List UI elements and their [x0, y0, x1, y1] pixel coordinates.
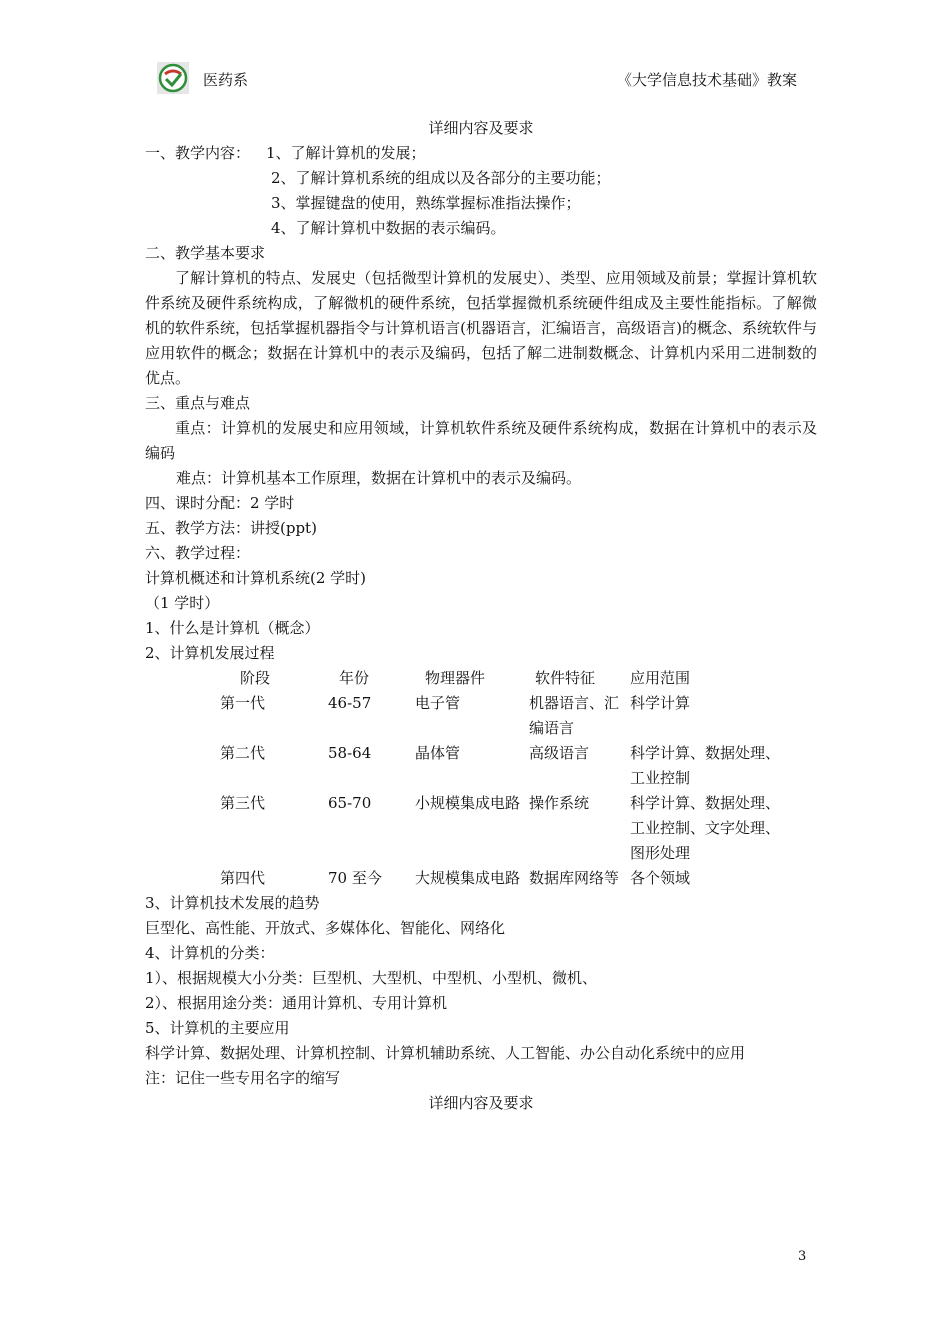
table-cell: 科学计算、数据处理、工业控制	[630, 744, 781, 787]
table-row	[220, 866, 790, 891]
section3-heading: 三、重点与难点	[145, 394, 251, 412]
table-cell: 操作系统	[529, 794, 590, 812]
table-cell: 科学计算、数据处理、工业控制、文字处理、图形处理	[630, 794, 781, 862]
table-cell: 各个领域	[630, 869, 691, 887]
table-header-cell: 物理器件	[425, 669, 486, 687]
table-cell: 大规模集成电路	[415, 869, 521, 887]
applications-text: 科学计算、数据处理、计算机控制、计算机辅助系统、人工智能、办公自动化系统中的应用	[145, 1044, 746, 1062]
key-points-text: 重点：计算机的发展史和应用领域，计算机软件系统及硬件系统构成，数据在计算机中的表示及编码	[145, 419, 817, 462]
school-logo-icon	[157, 62, 189, 94]
table-cell: 数据库网络等	[529, 869, 620, 887]
hours-note: （1 学时）	[145, 594, 220, 612]
classification-2: 2）、根据用途分类：通用计算机、专用计算机	[145, 994, 448, 1012]
note-text: 注：记住一些专用名字的缩写	[145, 1069, 341, 1087]
page-title: 详细内容及要求	[428, 119, 534, 137]
table-header-cell: 软件特征	[535, 669, 596, 687]
department-label: 医药系	[203, 71, 249, 89]
section5-method: 五、教学方法：讲授(ppt)	[145, 519, 317, 537]
table-header-row	[220, 666, 790, 691]
page-number: 3	[798, 1249, 807, 1264]
book-title: 《大学信息技术基础》教案	[616, 71, 797, 89]
page-title-bottom: 详细内容及要求	[428, 1094, 534, 1112]
section2-body: 了解计算机的特点、发展史（包括微型计算机的发展史）、类型、应用领域及前景；掌握计算机软件系统及硬件系统构成，了解微机的硬件系统，包括掌握微机系统硬件组成及主要性能指标。了解微机的软件系统，包括掌握机器指令与计算机语言(机器语言，汇编语言，高级语言)的概念、系统软件与应用软件的概念；数据在计算机中的表示及编码，包括了解二进制数概念、计算机内采用二进制数的优点。	[145, 269, 817, 387]
table-cell: 电子管	[415, 694, 461, 712]
classification-1: 1）、根据规模大小分类：巨型机、大型机、中型机、小型机、微机、	[145, 969, 598, 987]
question-4: 4、计算机的分类：	[145, 944, 275, 962]
generations-table	[220, 666, 790, 891]
section1-label: 一、教学内容：	[145, 144, 251, 162]
table-cell: 高级语言	[529, 744, 590, 762]
table-cell: 46-57	[328, 694, 372, 712]
question-5: 5、计算机的主要应用	[145, 1019, 290, 1037]
table-cell: 第一代	[220, 694, 266, 712]
page-header	[157, 62, 797, 96]
section2-heading: 二、教学基本要求	[145, 244, 266, 262]
table-cell: 小规模集成电路	[415, 794, 521, 812]
section6-process: 六、教学过程：	[145, 544, 251, 562]
table-cell: 科学计算	[630, 694, 691, 712]
section1-item: 4、了解计算机中数据的表示编码。	[271, 219, 506, 237]
page-body	[145, 116, 817, 1116]
table-header-cell: 应用范围	[630, 669, 691, 687]
difficulties-text: 难点：计算机基本工作原理，数据在计算机中的表示及编码。	[176, 469, 582, 487]
trends-text: 巨型化、高性能、开放式、多媒体化、智能化、网络化	[145, 919, 506, 937]
section-teaching-content	[145, 141, 817, 166]
table-cell: 第二代	[220, 744, 266, 762]
question-3: 3、计算机技术发展的趋势	[145, 894, 320, 912]
table-row	[220, 741, 790, 791]
table-row	[220, 691, 790, 741]
table-row	[220, 791, 790, 866]
table-header-cell: 年份	[339, 669, 370, 687]
table-cell: 70 至今	[328, 869, 382, 887]
table-cell: 65-70	[328, 794, 372, 812]
overview-heading: 计算机概述和计算机系统(2 学时)	[145, 569, 367, 587]
section1-item: 1、了解计算机的发展；	[266, 144, 426, 162]
section1-item: 2、了解计算机系统的组成以及各部分的主要功能；	[271, 169, 611, 187]
table-cell: 58-64	[328, 744, 372, 762]
table-cell: 第四代	[220, 869, 266, 887]
question-1: 1、什么是计算机（概念）	[145, 619, 320, 637]
header-divider	[157, 102, 797, 103]
question-2: 2、计算机发展过程	[145, 644, 275, 662]
table-header-cell: 阶段	[240, 669, 271, 687]
table-cell: 晶体管	[415, 744, 461, 762]
table-cell: 机器语言、汇编语言	[529, 694, 620, 737]
section1-item: 3、掌握键盘的使用，熟练掌握标准指法操作；	[271, 194, 581, 212]
section4-hours: 四、课时分配：2 学时	[145, 494, 295, 512]
table-cell: 第三代	[220, 794, 266, 812]
